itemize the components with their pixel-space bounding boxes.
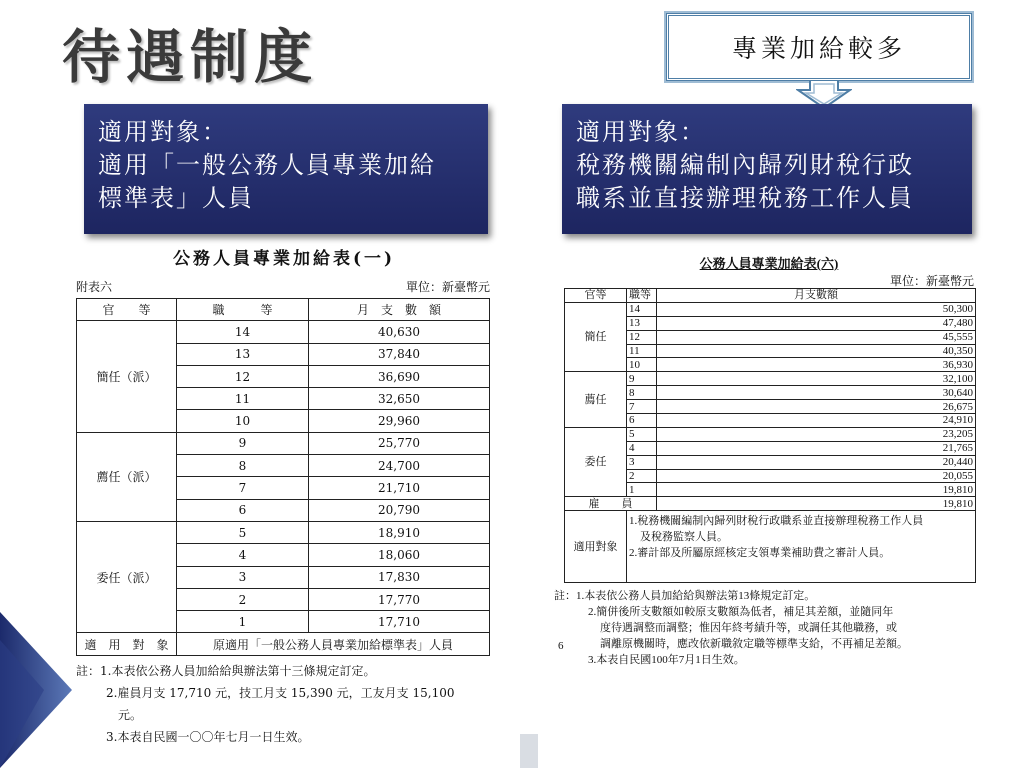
amount-cell: 25,770 <box>309 432 490 454</box>
amount-cell: 37,840 <box>309 343 490 365</box>
amount-cell: 24,700 <box>309 455 490 477</box>
note-line: 2.雇員月支 17,710 元，技工月支 15,390 元，工友月支 15,100 <box>106 685 455 700</box>
applicable-row <box>565 511 976 583</box>
left-doc-title: 公務人員專業加給表(一) <box>172 249 396 269</box>
grade-cell: 13 <box>627 316 657 330</box>
grade-cell: 5 <box>177 521 309 543</box>
left-box-line2: 適用「一般公務人員專業加給 <box>98 151 436 179</box>
table-row <box>565 427 976 441</box>
table-row <box>565 441 976 455</box>
note-line: 度待遇調整而調整；惟因年終考績升等，或調任其他職務，或 <box>600 622 897 635</box>
grade-cell: 12 <box>177 365 309 387</box>
grade-cell: 10 <box>627 358 657 372</box>
grade-cell: 1 <box>627 483 657 497</box>
left-box-line1: 適用對象： <box>98 118 228 146</box>
grade-cell: 7 <box>177 477 309 499</box>
amount-cell: 32,650 <box>309 388 490 410</box>
table-row <box>565 344 976 358</box>
left-target-box <box>84 104 488 234</box>
table-row <box>565 358 976 372</box>
header-rank: 官 等 <box>77 299 177 321</box>
grade-cell: 14 <box>177 321 309 343</box>
amount-cell: 17,770 <box>309 588 490 610</box>
rank-cell: 簡任 <box>565 302 627 371</box>
left-doc-notes <box>76 660 492 748</box>
page-number: 6 <box>558 640 564 652</box>
grade-cell: 4 <box>627 441 657 455</box>
table-row <box>565 414 976 428</box>
right-box-line3: 職系並直接辦理稅務工作人員 <box>576 184 914 212</box>
amount-cell: 18,910 <box>309 521 490 543</box>
amount-cell: 47,480 <box>657 316 976 330</box>
table-row <box>77 321 490 343</box>
grade-cell: 4 <box>177 544 309 566</box>
callout-text: 專業加給較多 <box>731 34 906 63</box>
table-row <box>77 521 490 543</box>
right-doc-title: 公務人員專業加給表(六) <box>699 256 839 271</box>
header-grade: 職 等 <box>177 299 309 321</box>
grade-cell: 2 <box>177 588 309 610</box>
amount-cell: 17,830 <box>309 566 490 588</box>
header-rank: 官等 <box>565 289 627 303</box>
amount-cell: 45,555 <box>657 330 976 344</box>
amount-cell: 21,765 <box>657 441 976 455</box>
decorative-gray-block <box>520 734 538 768</box>
header-grade: 職等 <box>627 289 657 303</box>
note-line: 註：1.本表依公務人員加給給與辦法第十三條規定訂定。 <box>76 663 376 678</box>
grade-cell: 14 <box>627 302 657 316</box>
grade-cell: 3 <box>177 566 309 588</box>
table-row <box>77 432 490 454</box>
grade-cell: 11 <box>627 344 657 358</box>
note-line: 2.簡併後所支數額如較原支數額為低者，補足其差額，並隨同年 <box>588 606 894 619</box>
amount-cell: 23,205 <box>657 427 976 441</box>
employee-label: 雇 員 <box>565 497 657 511</box>
amount-cell: 32,100 <box>657 372 976 386</box>
left-doc-attachment: 附表六 <box>76 280 113 294</box>
grade-cell: 2 <box>627 469 657 483</box>
left-doc-meta <box>76 276 492 298</box>
right-doc-notes <box>554 588 974 668</box>
left-pay-table <box>76 298 490 656</box>
note-line: 調離原機關時，應改依新職敘定職等標準支給，不再補足差額。 <box>600 638 908 651</box>
grade-cell: 7 <box>627 400 657 414</box>
rank-cell: 薦任（派） <box>77 432 177 521</box>
employee-row <box>565 497 976 511</box>
amount-cell: 26,675 <box>657 400 976 414</box>
header-amount: 月 支 數 額 <box>309 299 490 321</box>
grade-cell: 11 <box>177 388 309 410</box>
rank-cell: 委任 <box>565 427 627 496</box>
grade-cell: 5 <box>627 427 657 441</box>
table-header-row <box>77 299 490 321</box>
rank-cell: 簡任（派） <box>77 321 177 432</box>
amount-cell: 20,790 <box>309 499 490 521</box>
amount-cell: 24,910 <box>657 414 976 428</box>
right-target-box <box>562 104 972 234</box>
grade-cell: 12 <box>627 330 657 344</box>
right-box-line1: 適用對象： <box>576 118 706 146</box>
grade-cell: 10 <box>177 410 309 432</box>
rank-cell: 薦任 <box>565 372 627 428</box>
applicable-label: 適 用 對 象 <box>77 633 177 655</box>
table-row <box>565 469 976 483</box>
right-pay-table <box>564 288 976 583</box>
decorative-arrow-shape <box>0 612 80 768</box>
amount-cell: 17,710 <box>309 611 490 633</box>
slide-title: 待遇制度 <box>62 23 319 91</box>
amount-cell: 30,640 <box>657 386 976 400</box>
left-box-line3: 標準表」人員 <box>98 184 254 212</box>
table-row <box>565 483 976 497</box>
callout-box <box>666 13 972 81</box>
employee-amount: 19,810 <box>657 497 976 511</box>
table-row <box>565 386 976 400</box>
amount-cell: 40,630 <box>309 321 490 343</box>
applicable-label: 適用對象 <box>565 511 627 583</box>
grade-cell: 9 <box>627 372 657 386</box>
grade-cell: 1 <box>177 611 309 633</box>
amount-cell: 19,810 <box>657 483 976 497</box>
amount-cell: 20,440 <box>657 455 976 469</box>
table-header-row <box>565 289 976 303</box>
right-doc-unit: 單位：新臺幣元 <box>889 274 974 288</box>
amount-cell: 50,300 <box>657 302 976 316</box>
table-row <box>565 455 976 469</box>
amount-cell: 29,960 <box>309 410 490 432</box>
amount-cell: 36,930 <box>657 358 976 372</box>
right-document <box>554 254 974 668</box>
table-row <box>565 372 976 386</box>
left-document <box>76 242 492 748</box>
grade-cell: 8 <box>627 386 657 400</box>
amount-cell: 20,055 <box>657 469 976 483</box>
note-line: 3.本表自民國100年7月1日生效。 <box>588 654 745 667</box>
rank-cell: 委任（派） <box>77 521 177 632</box>
table-row <box>565 330 976 344</box>
applicable-value: 原適用「一般公務人員專業加給標準表」人員 <box>177 633 490 655</box>
header-amount: 月支數額 <box>657 289 976 303</box>
applicable-line: 2.審計部及所屬原經核定支領專業補助費之審計人員。 <box>629 547 891 560</box>
amount-cell: 21,710 <box>309 477 490 499</box>
table-row <box>565 302 976 316</box>
applicable-row <box>77 633 490 655</box>
applicable-line: 1.稅務機關編制內歸列財稅行政職系並直接辦理稅務工作人員 <box>629 515 924 528</box>
note-line: 註：1.本表依公務人員加給給與辦法第13條規定訂定。 <box>554 590 816 603</box>
grade-cell: 8 <box>177 455 309 477</box>
amount-cell: 18,060 <box>309 544 490 566</box>
table-row <box>565 316 976 330</box>
grade-cell: 3 <box>627 455 657 469</box>
applicable-line: 及稅務監察人員。 <box>629 531 728 544</box>
amount-cell: 40,350 <box>657 344 976 358</box>
applicable-value <box>627 511 976 583</box>
grade-cell: 6 <box>627 414 657 428</box>
table-row <box>565 400 976 414</box>
note-line: 元。 <box>118 707 143 722</box>
left-doc-unit: 單位：新臺幣元 <box>405 280 490 294</box>
note-line: 3.本表自民國一〇〇年七月一日生效。 <box>106 729 310 744</box>
amount-cell: 36,690 <box>309 365 490 387</box>
grade-cell: 6 <box>177 499 309 521</box>
grade-cell: 9 <box>177 432 309 454</box>
right-box-line2: 稅務機關編制內歸列財稅行政 <box>576 151 914 179</box>
grade-cell: 13 <box>177 343 309 365</box>
